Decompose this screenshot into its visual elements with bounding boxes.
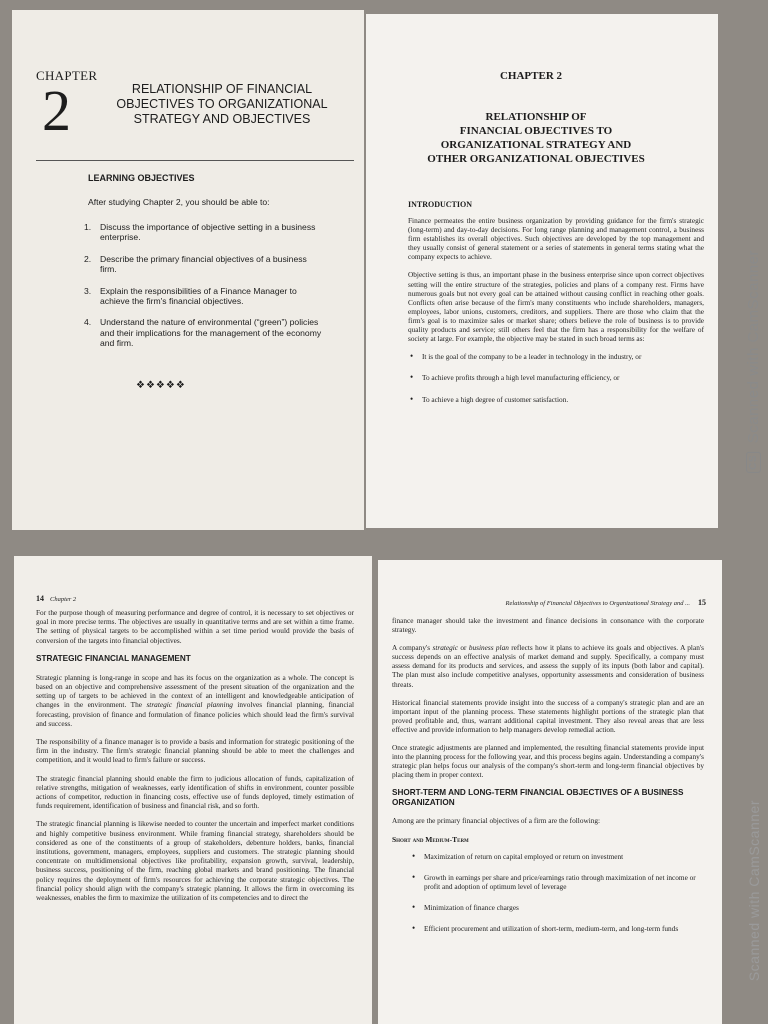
- chapter-label: CHAPTER: [36, 68, 98, 83]
- page-2: [366, 14, 718, 528]
- title-line: FINANCIAL OBJECTIVES TO: [459, 125, 613, 137]
- list-item: • It is the goal of the company to be a leader in technology in the industry, or: [408, 352, 704, 361]
- list-item: • Growth in earnings per share and price/earnings ratio through maximization of net income or profit and adoption of optimum level of leverage: [410, 873, 704, 891]
- list-item: • Maximization of return on capital employed or return on investment: [410, 852, 704, 861]
- objective-item: [84, 286, 334, 307]
- text-run-italic: strategic financial planning: [146, 700, 233, 710]
- title-line: STRATEGY AND OBJECTIVES: [133, 112, 311, 126]
- paragraph: The responsibility of a finance manager is to provide a basis and information for strategic positioning of the firm in the industry. The firm's strategic financial planning should be able to meet the challenges and competition, and it would lead to firm's failure or success.: [36, 737, 354, 765]
- paragraph: The strategic financial planning is likewise needed to counter the uncertain and imperfect market conditions and highly competitive business environment. While framing financial strategy, shareholders should be considered as one of the constituents of a group of stakeholders, debenture holders, banks, financial institutions, government, managers, employees, suppliers and customers. The strategic planning should concentrate on multidimensional objectives like profitability, expansion growth, survival, leadership, business success, positioning of the firm, reaching global markets and brand positioning. The financial policy requires the deployment of firm's resources for achieving the corporate strategic objectives. The financial policy should align with the company's strategic planning. It allows the firm in overcoming its weaknesses, enables the firm to maximize the utilization of its competencies and to direct the: [36, 819, 354, 903]
- page-body: [36, 608, 354, 911]
- objective-item: [84, 254, 334, 275]
- paragraph: The strategic financial planning should enable the firm to judicious allocation of funds, capitalization of relative strengths, mitigation of weaknesses, early identification of shifts in environment, counter possible actions of competitor, reduction in financing costs, effective use of funds deployed, timely estimation of funds requirement, identification of business and financial risk, and so forth.: [36, 773, 354, 811]
- chapter-number: 2: [42, 78, 71, 143]
- cs-badge: CS: [746, 452, 761, 473]
- title-line: OTHER ORGANIZATIONAL OBJECTIVES: [427, 153, 645, 165]
- page-3: [14, 556, 372, 1024]
- section-heading: STRATEGIC FINANCIAL MANAGEMENT: [36, 653, 191, 663]
- list-item: • To achieve profits through a high level manufacturing efficiency, or: [408, 373, 704, 382]
- page-1: [12, 10, 364, 530]
- objectives-list: [410, 852, 704, 934]
- list-item: • Minimization of finance charges: [410, 903, 704, 912]
- learning-objectives-heading: LEARNING OBJECTIVES: [88, 173, 195, 183]
- introduction-heading: INTRODUCTION: [408, 200, 473, 209]
- text-run: reflects how it plans to achieve its goals and objectives. A plan's success depends on an effective analysis of market demand and supply. Specifically, a company must assess demand for its products and services, and assess the supply of its inputs (both labor and capital). The plan must also include competitive analyses, opportunity assessments and consideration of business threats.: [392, 643, 705, 689]
- learning-objectives-intro: After studying Chapter 2, you should be able to:: [88, 197, 270, 207]
- watermark-text: Scanned with CamScanner: [746, 800, 762, 982]
- running-head: Chapter 2: [50, 596, 77, 603]
- ornament: ❖❖❖❖❖: [136, 380, 186, 391]
- title-line: ORGANIZATIONAL STRATEGY AND: [440, 139, 632, 151]
- watermark-text: Scanned with CamScanner: [745, 250, 762, 444]
- objective-text: Explain the responsibilities of a Finance Manager to achieve the firm's financial objectives.: [100, 285, 297, 307]
- text-run: A company's: [392, 643, 433, 653]
- text-run-italic: strategic: [432, 643, 459, 653]
- scanner-watermark: [745, 250, 762, 473]
- objective-number: 2.: [84, 253, 92, 264]
- text-run: Strategic planning is long-range in scope and has its focus on the organization as a whole. The concept is based on an objective and comprehensive assessment of the present situation of the organization and the setting up of targets to be achieved in the context of an intelligent and knowledgeable anticipation of changes in the environment. The: [36, 672, 354, 710]
- paragraph: finance manager should take the investment and finance decisions in consonance with the corporate strategy.: [392, 616, 704, 635]
- list-item: • To achieve a high degree of customer satisfaction.: [408, 395, 704, 404]
- subheading: Short and Medium-Term: [392, 834, 469, 844]
- objective-number: 4.: [84, 317, 92, 328]
- running-head: Relationship of Financial Objectives to Organizational Strategy and ...: [505, 600, 690, 607]
- objective-item: [84, 317, 334, 348]
- running-header: [36, 594, 76, 603]
- paragraph: Objective setting is thus, an important phase in the business enterprise since upon correct objectives setting will the entire structure of the strategies, policies and plans of a company rest. Firms have numerous goals but not every goal can be attained without causing conflict in reaching other goals. Conflicts often arise because of the firm's many constituents who include shareholders, managers, employees, labor unions, customers, creditors, and suppliers. There are those who claim that the firm's goal is to maximize sales or market share; others believe the role of business is to provide quality products and service; still others feel that the firm has a responsibility for the welfare of society at large. For example, the objective may be stated in such broad terms as:: [408, 270, 704, 344]
- page-body: [392, 616, 704, 934]
- objective-text: Understand the nature of environmental (“green”) policies and their implications for the management of the economy and firm.: [100, 317, 322, 349]
- text-run: involves financial planning, financial forecasting, provision of finance and formulation of finance policies which should lead the firm's survival and success.: [36, 700, 354, 728]
- paragraph: For the purpose though of measuring performance and degree of control, it is necessary to set objectives or goal in more precise terms. The objectives are usually in quantitative terms and are set within a time frame. The setting of physical targets to be accomplished within a set time period would provide the basis of conversion of the targets into financial objectives.: [36, 608, 354, 645]
- title-line: OBJECTIVES TO ORGANIZATIONAL: [116, 97, 328, 111]
- list-item: • Efficient procurement and utilization of short-term, medium-term, and long-term funds: [410, 924, 704, 933]
- paragraph: Among are the primary financial objectives of a firm are the following:: [392, 816, 601, 826]
- page-4: [378, 560, 722, 1024]
- goal-list: [408, 352, 704, 404]
- objective-number: 3.: [84, 285, 92, 296]
- paragraph: Once strategic adjustments are planned and implemented, the resulting financial statements provide input into the planning process for the following year, and this process begins again. Understanding a company's strategic plan helps focus our analysis of the company's short-term and long-term financial objectives by placing them in proper context.: [392, 743, 704, 780]
- title-line: RELATIONSHIP OF FINANCIAL: [131, 82, 313, 96]
- section-heading: SHORT-TERM AND LONG-TERM FINANCIAL OBJECTIVES OF A BUSINESS ORGANIZATION: [392, 788, 684, 808]
- text-run: or: [458, 643, 469, 653]
- divider: [36, 160, 354, 161]
- paragraph: Historical financial statements provide insight into the success of a company's strategic plan and are an important input of the planning process. These statements highlight portions of the strategic plan that proved profitable and, thus, warrant additional capital investment. They also reveal areas that are less effective and provide information to help managers develop remedial action.: [392, 697, 704, 734]
- objective-text: Discuss the importance of objective setting in a business enterprise.: [100, 222, 316, 243]
- objective-item: [84, 222, 334, 243]
- paragraph: [36, 673, 354, 728]
- chapter-title: [102, 82, 342, 127]
- running-header: [506, 598, 706, 607]
- introduction-body: [408, 216, 704, 404]
- chapter-heading: CHAPTER 2: [499, 70, 563, 82]
- chapter-title: [386, 110, 686, 166]
- scanner-watermark: [746, 800, 762, 981]
- text-run-italic: business plan: [468, 643, 509, 653]
- objective-number: 1.: [84, 222, 92, 232]
- paragraph: [392, 643, 704, 688]
- paragraph: Finance permeates the entire business organization by providing guidance for the firm's strategic (long-term) and day-to-day decisions. For long range planning and management control, a business firm establishes its overall objectives. Such objectives are developed by the top management and they usually consist of general statement or a series of statements in general terms stating what the company expects to achieve.: [408, 216, 704, 262]
- page-number: 14: [36, 594, 44, 603]
- title-line: RELATIONSHIP OF: [485, 111, 587, 123]
- page-number: 15: [698, 598, 706, 607]
- objectives-list: [84, 222, 334, 349]
- objective-text: Describe the primary financial objectives of a business firm.: [100, 253, 307, 275]
